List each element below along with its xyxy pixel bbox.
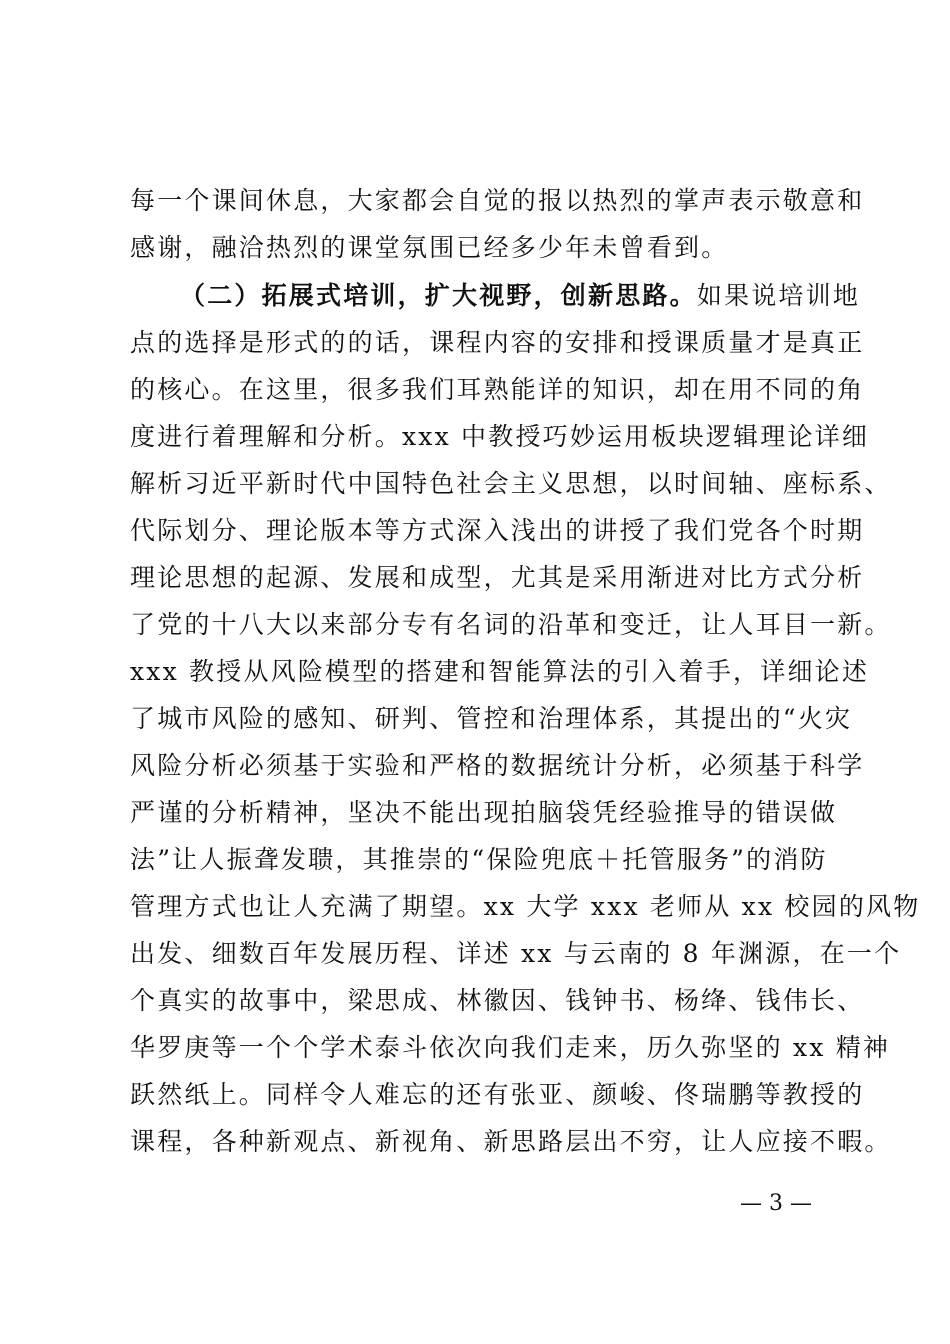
text-line: 度进行着理解和分析。xxx 中教授巧妙运用板块逻辑理论详细: [130, 422, 870, 451]
text-line: 每一个课间休息，大家都会自觉的报以热烈的掌声表示敬意和: [130, 186, 865, 215]
text-line: 理论思想的起源、发展和成型，尤其是采用渐进对比方式分析: [130, 563, 865, 592]
text-line: 个真实的故事中，梁思成、林徽因、钱钟书、杨绛、钱伟长、: [130, 986, 865, 1015]
text-line: 解析习近平新时代中国特色社会主义思想，以时间轴、座标系、: [130, 469, 892, 498]
text-line: 了党的十八大以来部分专有名词的沿革和变迁，让人耳目一新。: [130, 610, 892, 639]
text-line: 风险分析必须基于实验和严格的数据统计分析，必须基于科学: [130, 751, 865, 780]
text-line: 出发、细数百年发展历程、详述 xx 与云南的 8 年渊源，在一个: [130, 939, 902, 968]
paragraph-lead-heading: （二）拓展式培训，扩大视野，创新思路。: [180, 281, 697, 310]
text-line: 严谨的分析精神，坚决不能出现拍脑袋凭经验推导的错误做: [130, 798, 838, 827]
text-line: 课程，各种新观点、新视角、新思路层出不穷，让人应接不暇。: [130, 1127, 892, 1156]
text-line: xxx 教授从风险模型的搭建和智能算法的引入着手，详细论述: [130, 657, 870, 686]
paragraph-lead-continuation: 如果说培训地: [696, 281, 861, 310]
text-line: 的核心。在这里，很多我们耳熟能详的知识，却在用不同的角: [130, 375, 865, 404]
text-line: 管理方式也让人充满了期望。xx 大学 xxx 老师从 xx 校园的风物: [130, 892, 921, 921]
paragraph-heading-line: [180, 281, 861, 311]
text-line: 法”让人振聋发聩，其推崇的“保险兜底＋托管服务”的消防: [130, 845, 828, 874]
page-number: — 3 —: [740, 1191, 812, 1216]
text-line: 点的选择是形式的的话，课程内容的安排和授课质量才是真正: [130, 328, 865, 357]
text-line: 代际划分、理论版本等方式深入浅出的讲授了我们党各个时期: [130, 516, 865, 545]
text-line: 华罗庚等一个个学术泰斗依次向我们走来，历久弥坚的 xx 精神: [130, 1033, 891, 1062]
text-line: 感谢，融洽热烈的课堂氛围已经多少年未曾看到。: [130, 233, 729, 262]
text-line: 跃然纸上。同样令人难忘的还有张亚、颜峻、佟瑞鹏等教授的: [130, 1080, 865, 1109]
text-line: 了城市风险的感知、研判、管控和治理体系，其提出的“火灾: [130, 704, 853, 733]
